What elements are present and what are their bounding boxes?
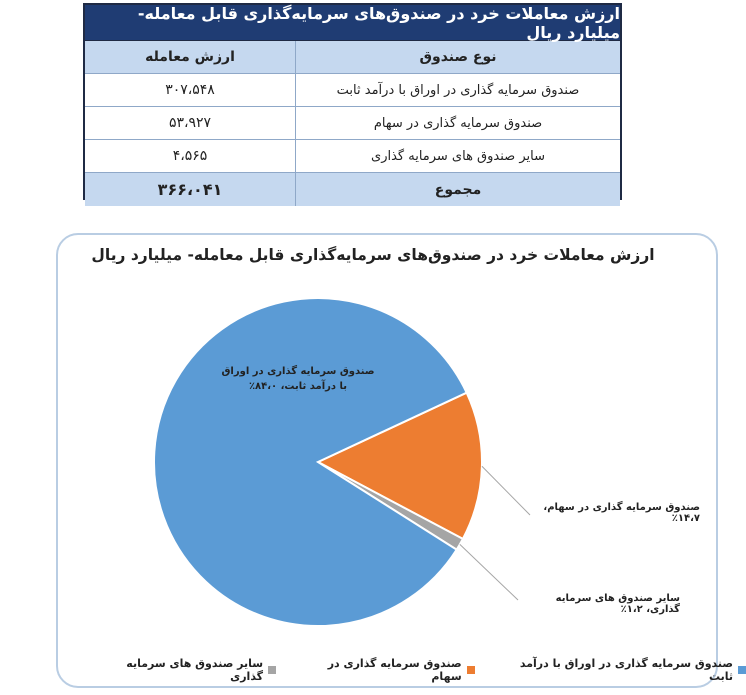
legend-item-equity	[294, 657, 475, 683]
table-title: ارزش معاملات خرد در صندوق‌های سرمایه‌گذاری قابل معامله- میلیارد ریال	[85, 5, 620, 41]
header-value: ارزش معامله	[145, 49, 235, 65]
slice-label-fixed-income: صندوق سرمایه گذاری در اوراق با درآمد ثابت، ۸۴،۰٪	[221, 366, 375, 392]
leader-line-other	[460, 544, 518, 600]
legend-swatch	[268, 666, 276, 674]
legend-label: صندوق سرمایه گذاری در سهام	[327, 657, 462, 683]
legend-label: صندوق سرمایه گذاری در اوراق با درآمد ثابت	[519, 657, 734, 683]
row-fund-type: سایر صندوق های سرمایه گذاری	[295, 140, 620, 172]
leader-line-equity	[482, 466, 530, 515]
row-value: ۳۰۷،۵۴۸	[165, 82, 215, 98]
total-label: مجموع	[295, 173, 620, 206]
header-fund-type: نوع صندوق	[295, 41, 620, 73]
legend-swatch	[467, 666, 475, 674]
chart-legend	[90, 657, 746, 683]
row-fund-type: صندوق سرمایه گذاری در سهام	[295, 107, 620, 139]
chart-title: ارزش معاملات خرد در صندوق‌های سرمایه‌گذاری قابل معامله- میلیارد ریال	[91, 246, 655, 264]
legend-item-other	[90, 657, 276, 683]
legend-item-fixed-income	[493, 657, 746, 683]
legend-label: سایر صندوق های سرمایه گذاری	[126, 657, 264, 683]
row-fund-type: صندوق سرمایه گذاری در اوراق با درآمد ثابت	[295, 74, 620, 106]
total-value: ۳۶۶،۰۴۱	[157, 180, 223, 199]
row-value: ۴،۵۶۵	[172, 148, 208, 164]
slice-label-other: سایر صندوق های سرمایه گذاری، ۱،۲٪	[555, 593, 680, 615]
legend-swatch	[738, 666, 746, 674]
row-value: ۵۳،۹۲۷	[168, 115, 212, 131]
slice-label-equity: صندوق سرمایه گذاری در سهام، ۱۴،۷٪	[543, 502, 700, 524]
